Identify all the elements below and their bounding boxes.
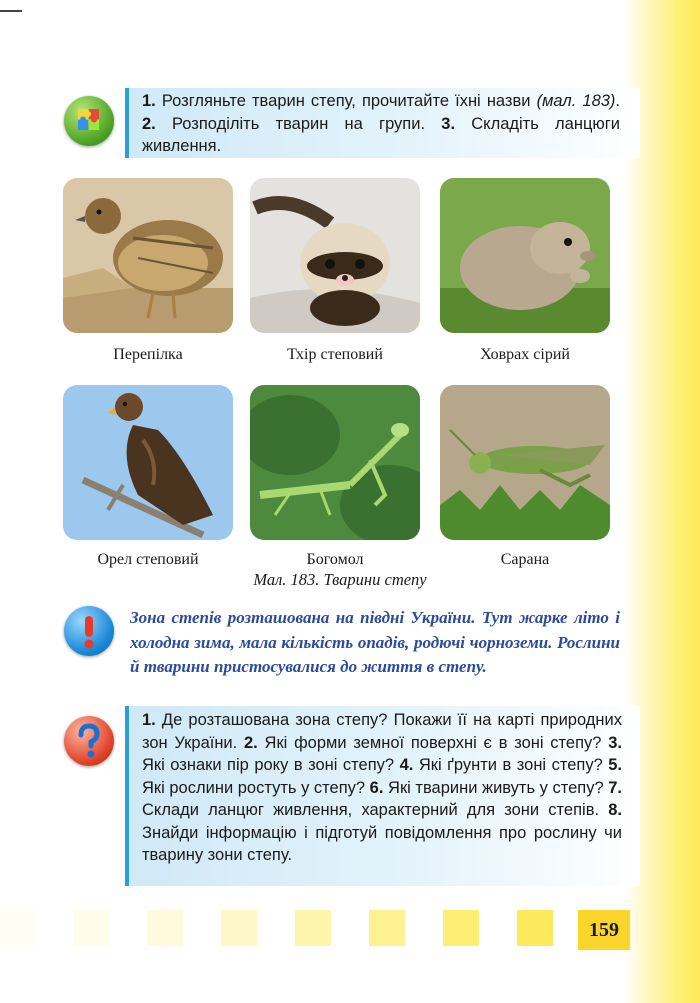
- caption-mantis: Богомол: [306, 551, 364, 568]
- eagle-photo: [63, 385, 233, 540]
- quail-photo: [63, 178, 233, 333]
- caption-ground-squirrel: Ховрах сірий: [480, 346, 570, 363]
- puzzle-icon: [64, 96, 114, 146]
- question-icon: [64, 716, 114, 766]
- exclamation-icon: [64, 606, 114, 656]
- caption-polecat: Тхір степовий: [287, 346, 383, 363]
- caption-locust: Сарана: [500, 551, 550, 568]
- questions-text: 1. Де розташована зона степу? Покажи її на карті природних зон України. 2. Які форми земної поверхні є в зоні степу? 3. Які ознаки пір року в зоні степу? 4. Які ґрунти в зоні степу? 5. Які рослини ростуть у степу? 6. Які тварини живуть у степу? 7. Склади ланцюг живлення, характерний для зони степів. 8. Знайди інформацію і підготуй повідомлення про рослину чи тварину зони степу.: [142, 711, 623, 864]
- figure-caption: Мал. 183. Тварини степу: [253, 570, 427, 589]
- ground-squirrel-photo: [440, 178, 610, 333]
- corner-mark: [0, 10, 22, 12]
- task-text: 1. Розгляньте тварин степу, прочитайте їхні назви (мал. 183). 2. Розподіліть тварин на групи. 3. Складіть ланцюги живлення.: [142, 92, 621, 155]
- mantis-photo: [250, 385, 420, 540]
- page-number: 159: [578, 910, 630, 950]
- locust-photo: [440, 385, 610, 540]
- bottom-decoration: [0, 910, 660, 950]
- caption-eagle: Орел степовий: [97, 551, 199, 568]
- polecat-photo: [250, 178, 420, 333]
- caption-quail: Перепілка: [113, 346, 183, 363]
- info-text: Зона степів розташована на півдні України. Тут жарке літо і холодна зима, мала кількість опадів, родючі чорноземи. Рослини й тварини пристосувалися до життя в степу.: [130, 608, 620, 676]
